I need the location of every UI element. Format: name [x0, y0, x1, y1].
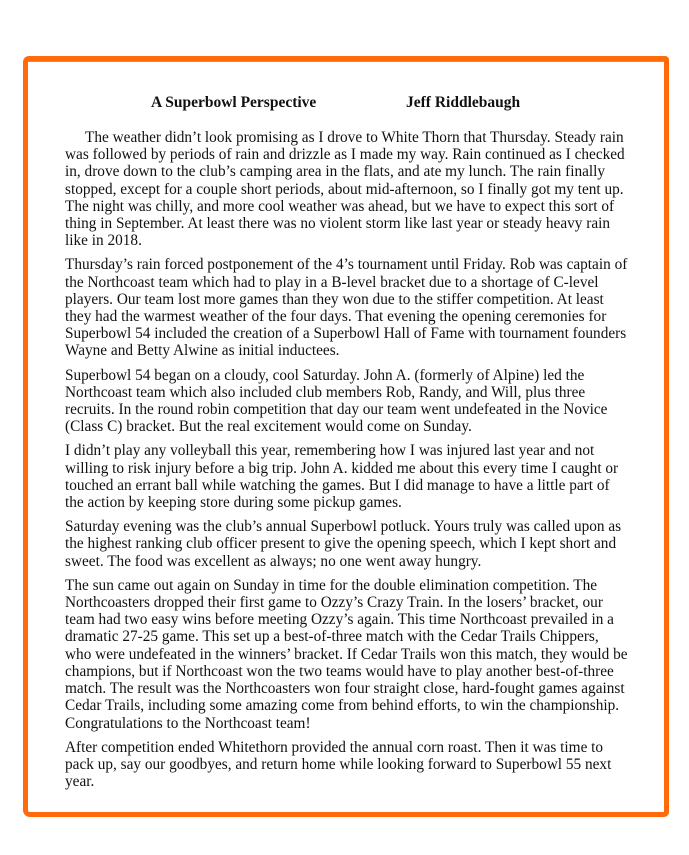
article [65, 94, 628, 797]
paragraph-7: After competition ended Whitethorn provided the annual corn roast. Then it was time to pack up, say our goodbyes, and return home while looking forward to Superbowl 55 next year. [65, 738, 612, 791]
paragraph-4: I didn’t play any volleyball this year, remembering how I was injured last year and not willing to risk injury before a big trip. John A. kidded me about this every time I caught or touched an errant ball while watching the games. But I did manage to have a little part of the action by keeping store during some pickup games. [65, 442, 619, 512]
paragraph-5: Saturday evening was the club’s annual Superbowl potluck. Yours truly was called upon as the highest ranking club officer present to give the opening speech, which I kept short and sweet. The food was excellent as always; no one went away hungry. [65, 518, 622, 570]
article-author: Jeff Riddlebaugh [406, 94, 521, 111]
paragraph-1: The weather didn’t look promising as I drove to White Thorn that Thursday. Steady rain was followed by periods of rain and drizzle as I made my way. Rain continued as I checked in, drove down to the club’s camping area in the flats, and ate my lunch. The rain finally stopped, except for a couple short periods, about mid-afternoon, so I finally got my tent up. The night was chilly, and more cool weather was ahead, but we have to expect this sort of thing in September. At least there was no violent storm like last year or steady heavy rain like in 2018. [65, 129, 625, 250]
article-header [65, 94, 628, 111]
paragraph-3: Superbowl 54 began on a cloudy, cool Saturday. John A. (formerly of Alpine) led the Northcoast team which also included club members Rob, Randy, and Will, plus three recruits. In the round robin competition that day our team went undefeated in the Novice (Class C) bracket. But the real excitement would come on Sunday. [65, 366, 608, 436]
article-title: A Superbowl Perspective [151, 94, 317, 111]
paragraph-6: The sun came out again on Sunday in time for the double elimination competition. The Northcoasters dropped their first game to Ozzy’s Crazy Train. In the losers’ bracket, our team had two easy wins before meeting Ozzy’s again. This time Northcoast prevailed in a dramatic 27-25 game. This set up a best-of-three match with the Cedar Trails Chippers, who were undefeated in the winners’ bracket. If Cedar Trails won this match, they would be champions, but if Northcoast won the two teams would have to play another best-of-three match. The result was the Northcoasters won four straight close, hard-fought games against Cedar Trails, including some amazing come from behind efforts, to win the championship. Congratulations to the Northcoast team! [65, 576, 628, 732]
paragraph-2: Thursday’s rain forced postponement of the 4’s tournament until Friday. Rob was captain of the Northcoast team which had to play in a B-level bracket due to a shortage of C-level players. Our team lost more games than they won due to the stiffer competition. At least they had the warmest weather of the four days. That evening the opening ceremonies for Superbowl 54 included the creation of a Superbowl Hall of Fame with tournament founders Wayne and Betty Alwine as initial inductees. [65, 256, 628, 360]
